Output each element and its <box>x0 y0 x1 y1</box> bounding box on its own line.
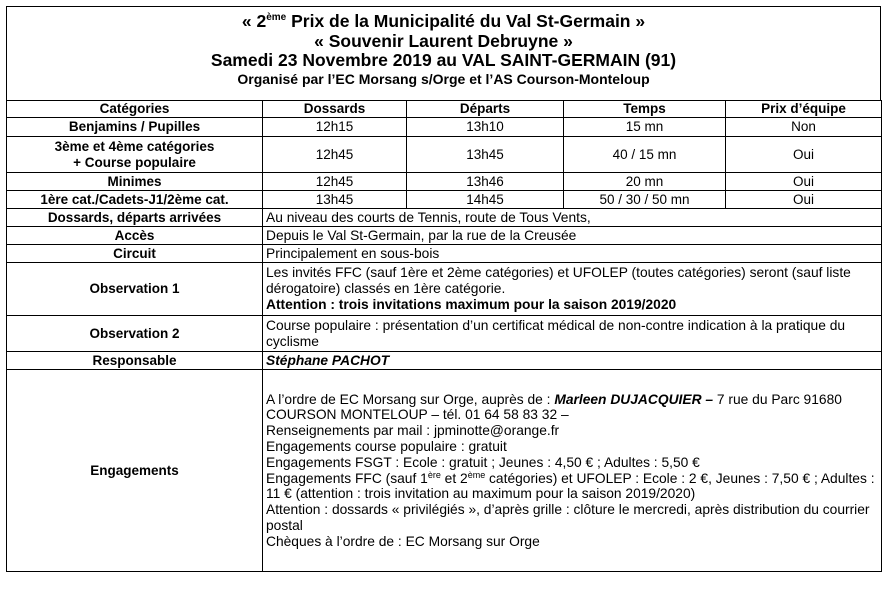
race-sheet <box>6 6 881 594</box>
category-cell: Minimes <box>7 173 263 191</box>
dossards-cell: 13h45 <box>263 191 407 209</box>
temps-cell: 15 mn <box>564 118 726 137</box>
observation-1-warning: Attention : trois invitations maximum pour la saison 2019/2020 <box>266 296 677 312</box>
info-label-acces: Accès <box>7 227 263 245</box>
departs-cell: 13h46 <box>407 173 564 191</box>
schedule-row <box>7 173 882 191</box>
schedule-row <box>7 137 882 173</box>
col-header-categories: Catégories <box>7 101 263 118</box>
prix-cell: Oui <box>726 191 882 209</box>
info-row-observation-1 <box>7 263 882 316</box>
info-label-engagements: Engagements <box>7 370 263 572</box>
info-value-acces: Depuis le Val St-Germain, par la rue de la Creusée <box>263 227 882 245</box>
info-label-circuit: Circuit <box>7 245 263 263</box>
info-value-observation-1 <box>263 263 882 316</box>
engagements-populaire: Engagements course populaire : gratuit <box>266 438 507 454</box>
event-subtitle: « Souvenir Laurent Debruyne » <box>314 30 573 51</box>
race-table <box>6 100 882 572</box>
info-row-acces <box>7 227 882 245</box>
schedule-header-row <box>7 101 882 118</box>
col-header-dossards: Dossards <box>263 101 407 118</box>
event-date-location: Samedi 23 Novembre 2019 au VAL SAINT-GERMAIN (91) <box>210 50 677 70</box>
info-value-circuit: Principalement en sous-bois <box>263 245 882 263</box>
engagements-fsgt: Engagements FSGT : Ecole : gratuit ; Jeunes : 4,50 € ; Adultes : 5,50 € <box>266 454 700 470</box>
info-value-observation-2: Course populaire : présentation d’un certificat médical de non-contre indication à la pratique du cyclisme <box>263 316 882 352</box>
departs-cell: 14h45 <box>407 191 564 209</box>
info-label-responsable: Responsable <box>7 352 263 370</box>
event-title: « 2ème Prix de la Municipalité du Val St-Germain » <box>241 11 646 31</box>
info-row-observation-2 <box>7 316 882 352</box>
category-cell: 1ère cat./Cadets-J1/2ème cat. <box>7 191 263 209</box>
schedule-row <box>7 191 882 209</box>
contact-name: Marleen DUJACQUIER – <box>554 391 714 407</box>
engagements-details <box>263 370 882 572</box>
category-cell: Benjamins / Pupilles <box>7 118 263 137</box>
category-cell: 3ème et 4ème catégories + Course populaire <box>7 137 263 173</box>
prix-cell: Oui <box>726 173 882 191</box>
observation-1-text: Les invités FFC (sauf 1ère et 2ème catégories) et UFOLEP (toutes catégories) seront (sauf liste dérogatoire) classés en 1ère catégorie. <box>266 265 851 297</box>
info-label-observation-1: Observation 1 <box>7 263 263 316</box>
temps-cell: 40 / 15 mn <box>564 137 726 173</box>
info-row-engagements <box>7 370 882 572</box>
engagements-cheques: Chèques à l’ordre de : EC Morsang sur Orge <box>266 533 540 549</box>
info-label-observation-2: Observation 2 <box>7 316 263 352</box>
engagements-email: Renseignements par mail : jpminotte@orange.fr <box>266 423 560 439</box>
info-label-dossards: Dossards, départs arrivées <box>7 209 263 227</box>
schedule-row <box>7 118 882 137</box>
engagements-dossards-privilegies: Attention : dossards « privilégiés », d’après grille : clôture le mercredi, après distribution du courrier postal <box>266 502 870 533</box>
temps-cell: 50 / 30 / 50 mn <box>564 191 726 209</box>
title-block <box>6 6 881 100</box>
col-header-departs: Départs <box>407 101 564 118</box>
event-organizers: Organisé par l’EC Morsang s/Orge et l’AS Courson-Monteloup <box>237 70 650 87</box>
dossards-cell: 12h15 <box>263 118 407 137</box>
departs-cell: 13h10 <box>407 118 564 137</box>
title-ordinal-sup: ème <box>266 12 287 23</box>
dossards-cell: 12h45 <box>263 137 407 173</box>
dossards-cell: 12h45 <box>263 173 407 191</box>
info-row-circuit <box>7 245 882 263</box>
info-row-responsable <box>7 352 882 370</box>
info-row-dossards <box>7 209 882 227</box>
info-value-dossards: Au niveau des courts de Tennis, route de Tous Vents, <box>263 209 882 227</box>
departs-cell: 13h45 <box>407 137 564 173</box>
col-header-temps: Temps <box>564 101 726 118</box>
info-value-responsable: Stéphane PACHOT <box>263 352 882 370</box>
engagements-ffc: Engagements FFC (sauf 1ère et 2ème catégories) et UFOLEP : Ecole : 2 €, Jeunes : 7,50 € ; Adultes : 11 € (attention : trois invitation au maximum pour la saison 2019/2020) <box>266 469 875 502</box>
prix-cell: Oui <box>726 137 882 173</box>
temps-cell: 20 mn <box>564 173 726 191</box>
prix-cell: Non <box>726 118 882 137</box>
engagements-contact: A l’ordre de EC Morsang sur Orge, auprès de : Marleen DUJACQUIER – 7 rue du Parc 91680 COURSON MONTELOUP – tél. 01 64 58 83 32 – <box>266 391 842 423</box>
col-header-prix-equipe: Prix d’équipe <box>726 101 882 118</box>
